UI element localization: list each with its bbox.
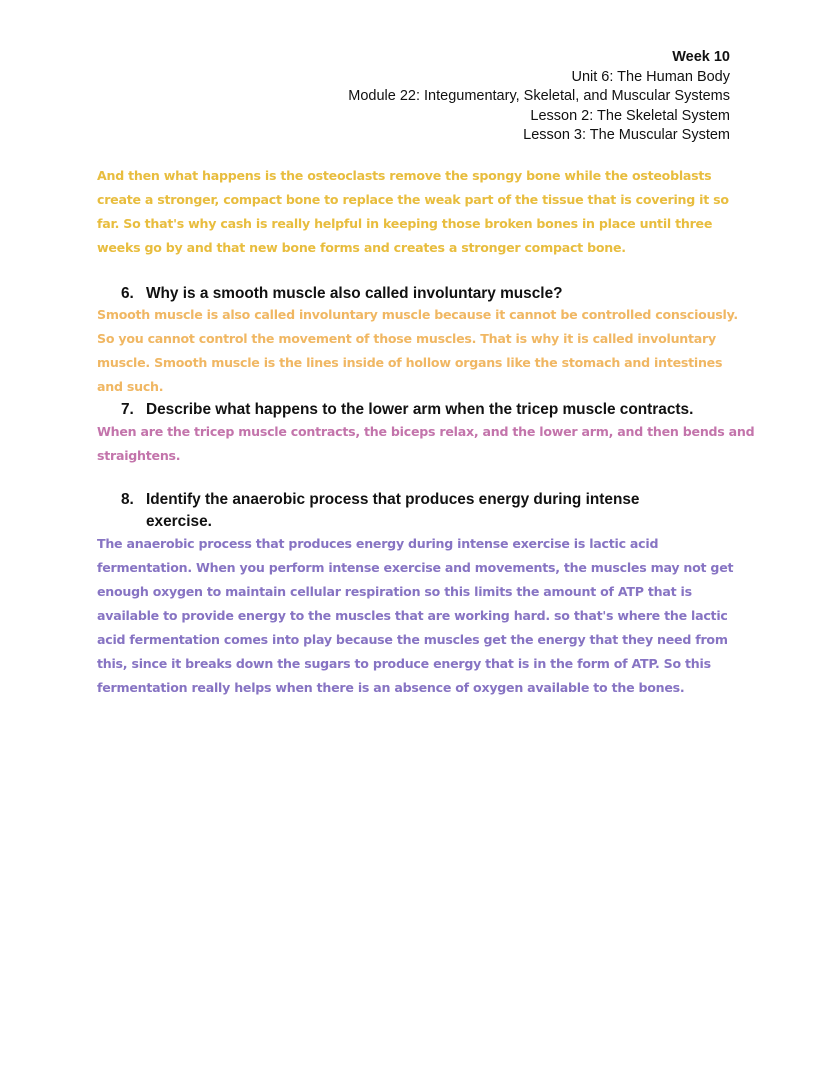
answer-line: straightens. — [97, 448, 181, 463]
answer-line: So you cannot control the movement of those muscles. That is why it is called involuntary — [97, 331, 716, 346]
answer-bone-repair — [97, 164, 747, 260]
answer-line: Smooth muscle is also called involuntary muscle because it cannot be controlled consciously. — [97, 307, 738, 322]
answer-line: And then what happens is the osteoclasts remove the spongy bone while the osteoblasts — [97, 168, 712, 183]
question-number: 8. — [121, 491, 134, 508]
question-text-continued: exercise. — [146, 513, 212, 530]
answer-7 — [97, 420, 755, 468]
page-header — [348, 48, 730, 146]
question-number: 7. — [121, 401, 134, 418]
answer-line: this, since it breaks down the sugars to produce energy that is in the form of ATP. So this — [97, 656, 711, 671]
question-text: Identify the anaerobic process that produces energy during intense — [146, 491, 640, 508]
answer-line: acid fermentation comes into play because the muscles get the energy that they need from — [97, 632, 728, 647]
answer-line: available to provide energy to the muscles that are working hard. so that's where the lactic — [97, 608, 728, 623]
question-text: Why is a smooth muscle also called involuntary muscle? — [146, 285, 563, 302]
answer-line: enough oxygen to maintain cellular respiration so this limits the amount of ATP that is — [97, 584, 692, 599]
answer-8 — [97, 532, 747, 700]
answer-line: and such. — [97, 379, 164, 394]
question-text: Describe what happens to the lower arm when the tricep muscle contracts. — [146, 401, 694, 418]
answer-line: weeks go by and that new bone forms and creates a stronger compact bone. — [97, 240, 626, 255]
answer-line: far. So that's why cash is really helpful in keeping those broken bones in place until three — [97, 216, 713, 231]
unit-label: Unit 6: The Human Body — [571, 68, 730, 85]
answer-6 — [97, 303, 747, 399]
answer-line: create a stronger, compact bone to replace the weak part of the tissue that is covering it so — [97, 192, 729, 207]
question-number: 6. — [121, 285, 134, 302]
answer-line: When are the tricep muscle contracts, the biceps relax, and the lower arm, and then bends and — [97, 424, 755, 439]
answer-line: fermentation. When you perform intense exercise and movements, the muscles may not get — [97, 560, 734, 575]
lesson-2-label: Lesson 2: The Skeletal System — [530, 107, 730, 124]
lesson-3-label: Lesson 3: The Muscular System — [523, 127, 730, 144]
module-label: Module 22: Integumentary, Skeletal, and Muscular Systems — [348, 88, 730, 105]
answer-line: fermentation really helps when there is an absence of oxygen available to the bones. — [97, 680, 685, 695]
question-6 — [121, 283, 741, 305]
week-label: Week 10 — [672, 49, 730, 65]
question-7 — [121, 399, 741, 421]
answer-line: muscle. Smooth muscle is the lines inside of hollow organs like the stomach and intestines — [97, 355, 723, 370]
answer-line: The anaerobic process that produces energy during intense exercise is lactic acid — [97, 536, 659, 551]
question-8 — [121, 489, 741, 533]
